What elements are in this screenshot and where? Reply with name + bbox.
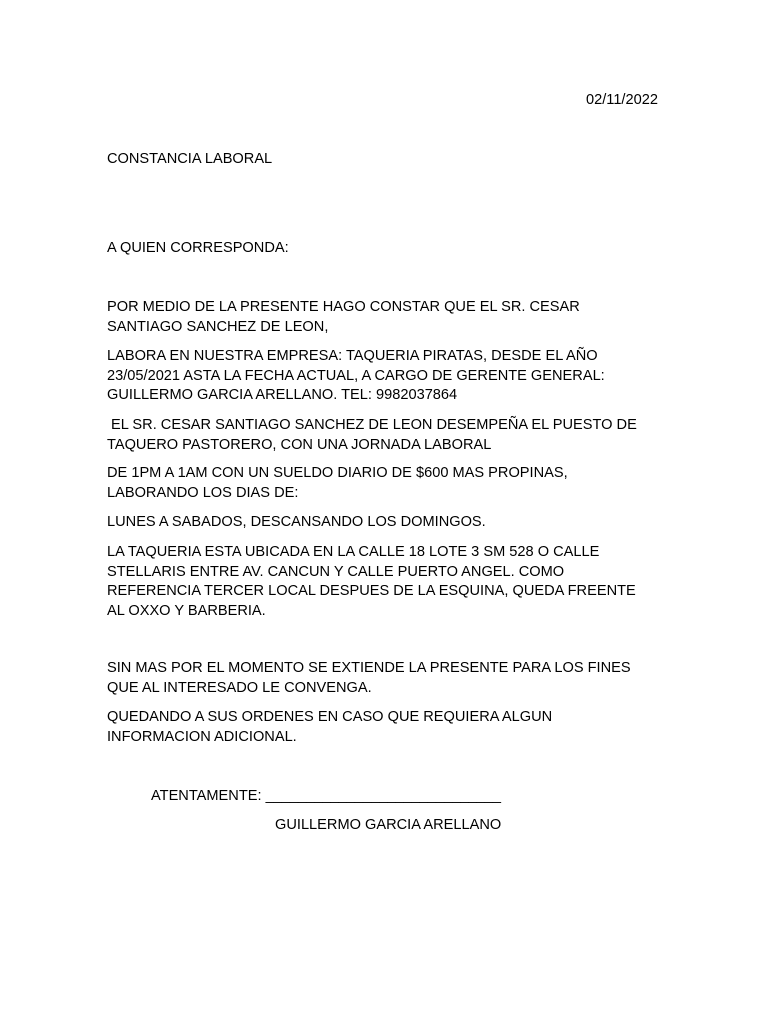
paragraph-line: LABORA EN NUESTRA EMPRESA: TAQUERIA PIRATAS, DESDE EL AÑO <box>107 348 598 364</box>
signature-line: _____________________________ <box>265 788 501 804</box>
salutation: A QUIEN CORRESPONDA: <box>107 240 289 256</box>
paragraph-position <box>107 416 677 455</box>
paragraph-line: LA TAQUERIA ESTA UBICADA EN LA CALLE 18 LOTE 3 SM 528 O CALLE <box>107 544 600 560</box>
paragraph-location <box>107 543 677 621</box>
paragraph-line: TAQUERO PASTORERO, CON UNA JORNADA LABORAL <box>107 436 492 453</box>
paragraph-purpose <box>107 659 677 698</box>
paragraph-line: LUNES A SABADOS, DESCANSANDO LOS DOMINGOS. <box>107 514 486 530</box>
signer-name: GUILLERMO GARCIA ARELLANO <box>275 817 502 833</box>
paragraph-employer <box>107 347 677 406</box>
closing-label: ATENTAMENTE: <box>151 788 266 804</box>
paragraph-intro <box>107 298 677 337</box>
paragraph-line: 23/05/2021 ASTA LA FECHA ACTUAL, A CARGO DE GERENTE GENERAL: <box>107 367 605 384</box>
paragraph-line: SIN MAS POR EL MOMENTO SE EXTIENDE LA PRESENTE PARA LOS FINES <box>107 660 631 676</box>
paragraph-days <box>107 513 677 533</box>
paragraph-line: STELLARIS ENTRE AV. CANCUN Y CALLE PUERTO ANGEL. COMO <box>107 563 565 580</box>
document-date: 02/11/2022 <box>586 92 658 108</box>
paragraph-line: SANTIAGO SANCHEZ DE LEON, <box>107 318 329 335</box>
paragraph-line: DE 1PM A 1AM CON UN SUELDO DIARIO DE $600 MAS PROPINAS, <box>107 465 568 481</box>
paragraph-line: INFORMACION ADICIONAL. <box>107 728 297 745</box>
paragraph-line: REFERENCIA TERCER LOCAL DESPUES DE LA ESQUINA, QUEDA FREENTE <box>107 583 636 599</box>
paragraph-line: AL OXXO Y BARBERIA. <box>107 602 266 619</box>
paragraph-availability <box>107 708 677 747</box>
paragraph-line: QUEDANDO A SUS ORDENES EN CASO QUE REQUIERA ALGUN <box>107 709 553 725</box>
closing-line <box>151 787 501 807</box>
paragraph-line: GUILLERMO GARCIA ARELLANO. TEL: 9982037864 <box>107 387 458 403</box>
document-title: CONSTANCIA LABORAL <box>107 151 273 167</box>
paragraph-line: QUE AL INTERESADO LE CONVENGA. <box>107 679 372 696</box>
paragraph-line: POR MEDIO DE LA PRESENTE HAGO CONSTAR QUE EL SR. CESAR <box>107 299 580 315</box>
paragraph-line: LABORANDO LOS DIAS DE: <box>107 484 299 501</box>
paragraph-schedule <box>107 464 677 503</box>
paragraph-line: EL SR. CESAR SANTIAGO SANCHEZ DE LEON DESEMPEÑA EL PUESTO DE <box>107 417 637 433</box>
